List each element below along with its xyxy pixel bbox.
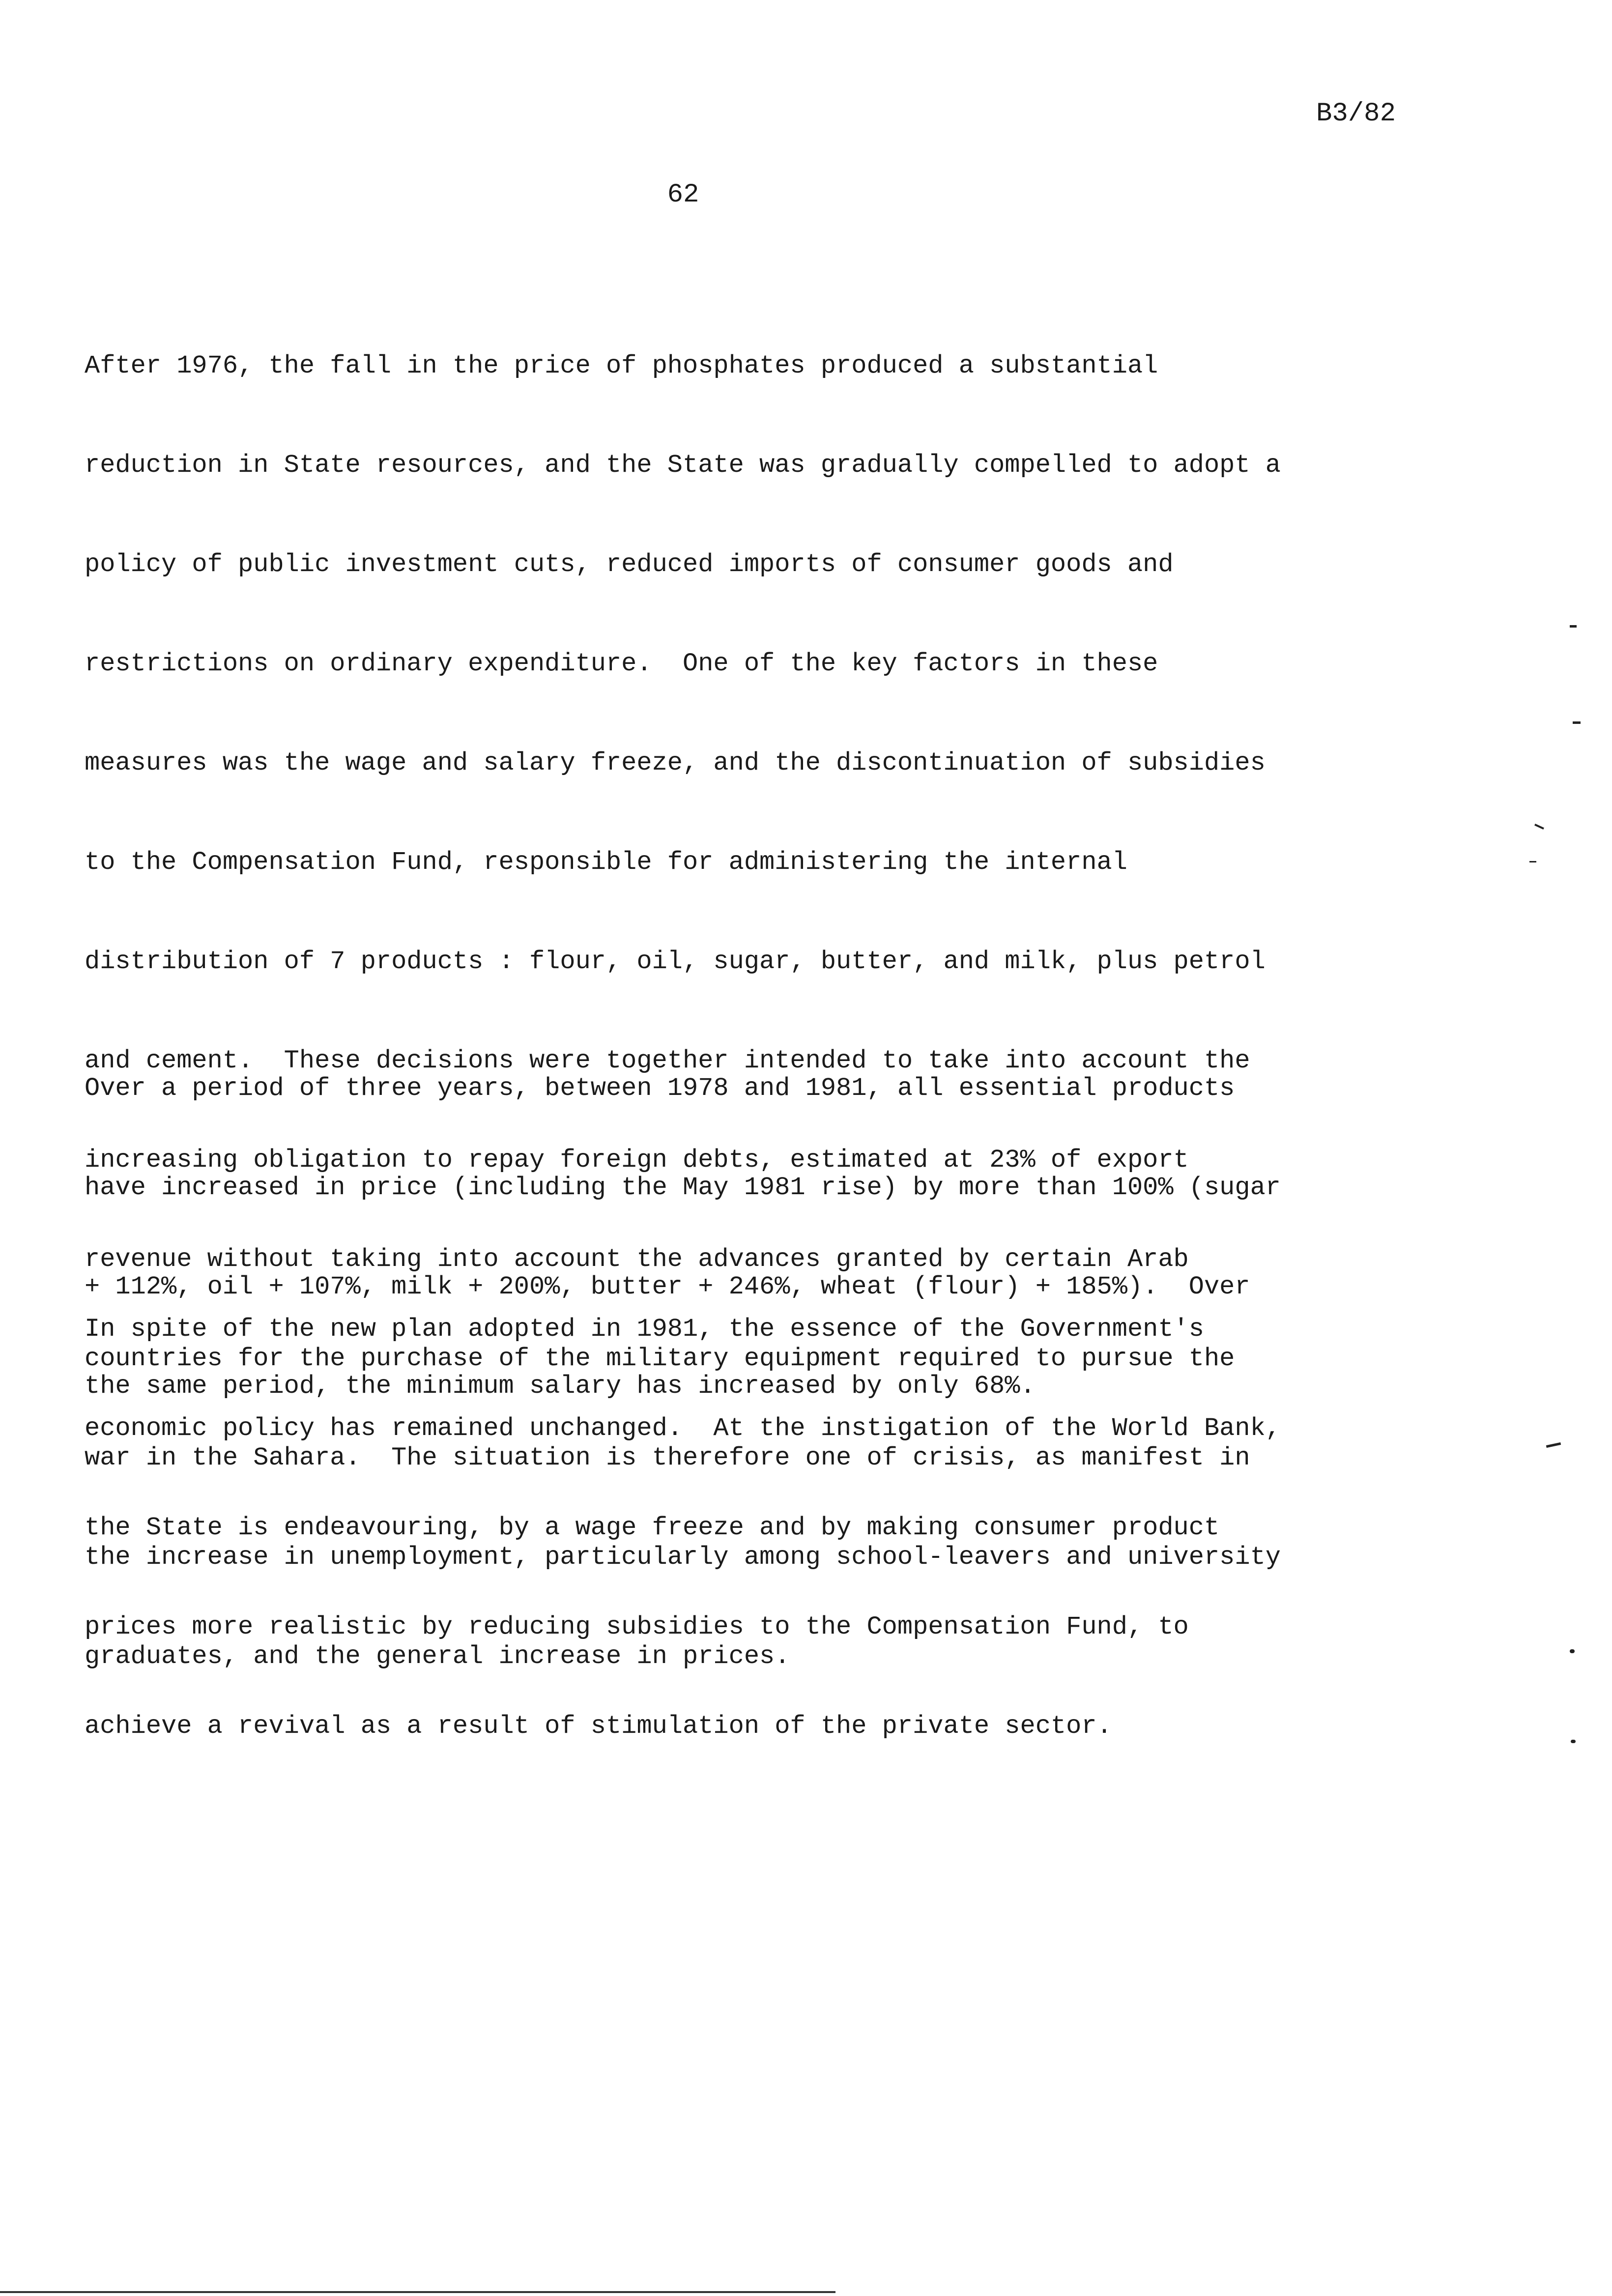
text-line: distribution of 7 products : flour, oil, sugar, butter, and milk, plus petrol [85,947,1266,976]
text-line: After 1976, the fall in the price of phosphates produced a substantial [85,351,1158,380]
scan-speck [1573,721,1581,724]
paragraph-3 [85,1254,1281,1802]
text-line: the same period, the minimum salary has increased by only 68%. [85,1372,1036,1401]
text-line: the State is endeavouring, by a wage freeze and by making consumer product [85,1513,1220,1542]
text-line: graduates, and the general increase in prices. [85,1642,790,1671]
scan-speck [1570,625,1577,628]
text-line: and cement. These decisions were together intended to take into account the [85,1046,1250,1075]
scan-speck [1571,1740,1576,1743]
text-line: increasing obligation to repay foreign debts, estimated at 23% of export [85,1146,1189,1175]
bottom-edge-line [0,2291,835,2293]
text-line: reduction in State resources, and the State was gradually compelled to adopt a [85,451,1281,480]
text-line: achieve a revival as a result of stimulation of the private sector. [85,1712,1112,1741]
scan-speck [1546,1442,1561,1448]
text-line: have increased in price (including the May 1981 rise) by more than 100% (sugar [85,1173,1281,1202]
text-line: revenue without taking into account the advances granted by certain Arab [85,1245,1189,1274]
text-line: prices more realistic by reducing subsidies to the Compensation Fund, to [85,1612,1189,1641]
text-line: war in the Sahara. The situation is therefore one of crisis, as manifest in [85,1443,1250,1472]
text-line: economic policy has remained unchanged. At the instigation of the World Bank, [85,1414,1281,1443]
text-line: the increase in unemployment, particularly among school-leavers and university [85,1543,1281,1572]
text-line: In spite of the new plan adopted in 1981, the essence of the Government's [85,1315,1204,1344]
document-reference: B3/82 [1316,99,1396,129]
scan-speck [1529,861,1536,862]
text-line: to the Compensation Fund, responsible for administering the internal [85,848,1127,877]
page-number: 62 [667,180,699,210]
text-line: measures was the wage and salary freeze, and the discontinuation of subsidies [85,748,1266,777]
text-line: policy of public investment cuts, reduced imports of consumer goods and [85,550,1174,579]
scan-speck [1534,824,1544,830]
text-line: Over a period of three years, between 1978 and 1981, all essential products [85,1074,1235,1103]
text-line: countries for the purchase of the military equipment required to pursue the [85,1344,1235,1373]
text-line: restrictions on ordinary expenditure. One of the key factors in these [85,649,1158,678]
text-line: + 112%, oil + 107%, milk + 200%, butter + 246%, wheat (flour) + 185%). Over [85,1272,1250,1301]
scan-speck [1570,1649,1575,1653]
